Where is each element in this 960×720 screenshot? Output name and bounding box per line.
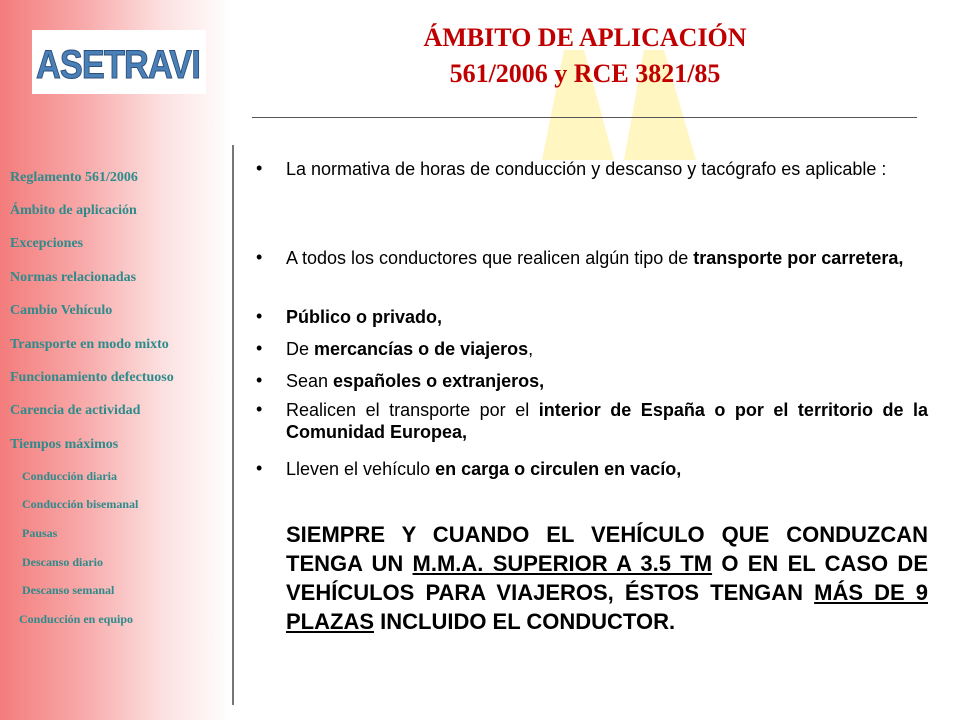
sidebar-item-ambito[interactable]: Ámbito de aplicación bbox=[10, 203, 137, 218]
sidebar-item-excepciones[interactable]: Excepciones bbox=[10, 236, 84, 251]
sidebar-item-cambio-vehiculo[interactable]: Cambio Vehículo bbox=[10, 303, 113, 318]
bullet-icon: • bbox=[256, 370, 263, 390]
bullet-text: Lleven el vehículo en carga o circulen en vacío, bbox=[286, 459, 682, 479]
bullet-text: Público o privado, bbox=[286, 307, 443, 327]
sidebar-subitem-conduccion-diaria[interactable]: Conducción diaria bbox=[22, 469, 118, 483]
bullet-icon: • bbox=[256, 158, 263, 178]
sidebar-subitem-conduccion-equipo[interactable]: Conducción en equipo bbox=[19, 612, 134, 626]
sidebar-subitem-pausas[interactable]: Pausas bbox=[22, 526, 58, 540]
bullet-text: Realicen el transporte por el interior de España o por el territorio de la Comunidad Europea, bbox=[286, 400, 929, 442]
svg-text:ASETRAVI: ASETRAVI bbox=[36, 43, 200, 87]
conditions-statement: SIEMPRE Y CUANDO EL VEHÍCULO QUE CONDUZCAN TENGA UN M.M.A. SUPERIOR A 3.5 TM O EN EL CASO DE VEHÍCULOS PARA VIAJEROS, ÉSTOS TENGAN MÁS DE 9 PLAZAS INCLUIDO EL CONDUCTOR. bbox=[286, 522, 928, 634]
bullet-icon: • bbox=[256, 247, 263, 267]
sidebar-item-reglamento[interactable]: Reglamento 561/2006 bbox=[10, 170, 138, 185]
bullet-text: De mercancías o de viajeros, bbox=[286, 339, 534, 359]
bullet-icon: • bbox=[256, 458, 263, 478]
title-line-1: ÁMBITO DE APLICACIÓN bbox=[423, 23, 747, 52]
title-divider bbox=[252, 117, 917, 118]
sidebar-subitem-conduccion-bisemanal[interactable]: Conducción bisemanal bbox=[22, 497, 139, 511]
sidebar-item-transporte-mixto[interactable]: Transporte en modo mixto bbox=[10, 337, 169, 352]
page-title bbox=[250, 20, 920, 92]
asetravi-logo bbox=[32, 30, 206, 94]
sidebar-item-funcionamiento[interactable]: Funcionamiento defectuoso bbox=[10, 370, 174, 385]
sidebar-subitem-descanso-semanal[interactable]: Descanso semanal bbox=[22, 583, 115, 597]
title-line-2: 561/2006 y RCE 3821/85 bbox=[449, 59, 721, 88]
bullet-text: Sean españoles o extranjeros, bbox=[286, 371, 545, 391]
bullet-icon: • bbox=[256, 338, 263, 358]
sidebar-item-normas[interactable]: Normas relacionadas bbox=[10, 270, 137, 285]
sidebar-item-carencia[interactable]: Carencia de actividad bbox=[10, 403, 141, 418]
sidebar bbox=[0, 0, 232, 720]
vertical-divider bbox=[232, 145, 234, 705]
bullet-icon: • bbox=[256, 399, 263, 419]
bullet-text: La normativa de horas de conducción y descanso y tacógrafo es aplicable : bbox=[286, 159, 887, 179]
logo-graphic bbox=[32, 30, 206, 94]
sidebar-subitem-descanso-diario[interactable]: Descanso diario bbox=[22, 555, 103, 569]
bullet-icon: • bbox=[256, 306, 263, 326]
bullet-text: A todos los conductores que realicen algún tipo de transporte por carretera, bbox=[286, 248, 904, 268]
sidebar-item-tiempos[interactable]: Tiempos máximos bbox=[10, 437, 119, 452]
